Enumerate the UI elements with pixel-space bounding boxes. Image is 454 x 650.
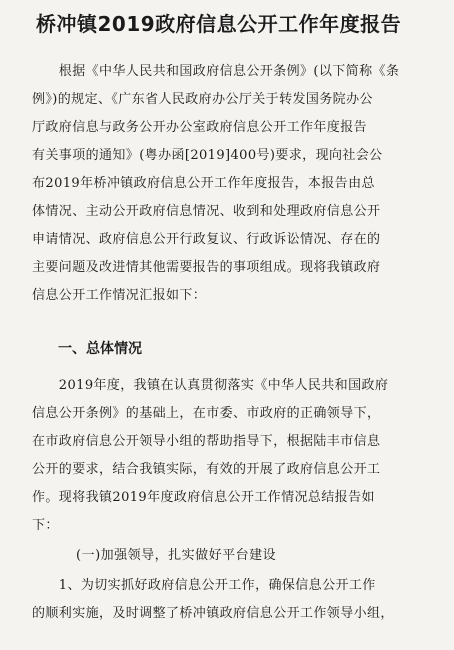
intro-line: 有关事项的通知》(粤办函[2019]400号)要求，现向社会公 [32, 148, 383, 163]
intro-line: 体情况、主动公开政府信息情况、收到和处理政府信息公开 [32, 204, 381, 219]
body-line: 公开的要求，结合我镇实际，有效的开展了政府信息公开工 [32, 462, 381, 477]
intro-line: 主要问题及改进情其他需要报告的事项组成。现将我镇政府 [32, 260, 381, 275]
body-line: 1、为切实抓好政府信息公开工作，确保信息公开工作 [32, 578, 376, 593]
body-line: 信息公开条例》的基础上，在市委、市政府的正确领导下， [32, 406, 381, 421]
intro-line: 根据《中华人民共和国政府信息公开条例》(以下简称《条 [32, 64, 400, 79]
body-line: 下： [32, 518, 59, 533]
body-line: 在市政府信息公开领导小组的帮助指导下，根据陆丰市信息 [32, 434, 381, 449]
document-title: 桥冲镇2019政府信息公开工作年度报告 [36, 12, 402, 36]
body-line: 的顺利实施，及时调整了桥冲镇政府信息公开工作领导小组， [32, 606, 394, 621]
intro-line: 厅政府信息与政务公开办公室政府信息公开工作年度报告 [32, 120, 368, 135]
body-line: 作。现将我镇2019年度政府信息公开工作情况总结报告如 [32, 490, 375, 505]
intro-line: 例》)的规定、《广东省人民政府办公厅关于转发国务院办公 [32, 92, 373, 107]
intro-line: 申请情况、政府信息公开行政复议、行政诉讼情况、存在的 [32, 232, 381, 247]
subsection-heading: (一)加强领导，扎实做好平台建设 [76, 548, 277, 563]
body-line: 2019年度，我镇在认真贯彻落实《中华人民共和国政府 [32, 378, 389, 393]
section-heading: 一、总体情况 [58, 341, 142, 357]
intro-line: 布2019年桥冲镇政府信息公开工作年度报告，本报告由总 [32, 176, 375, 191]
intro-line: 信息公开工作情况汇报如下： [32, 288, 207, 303]
